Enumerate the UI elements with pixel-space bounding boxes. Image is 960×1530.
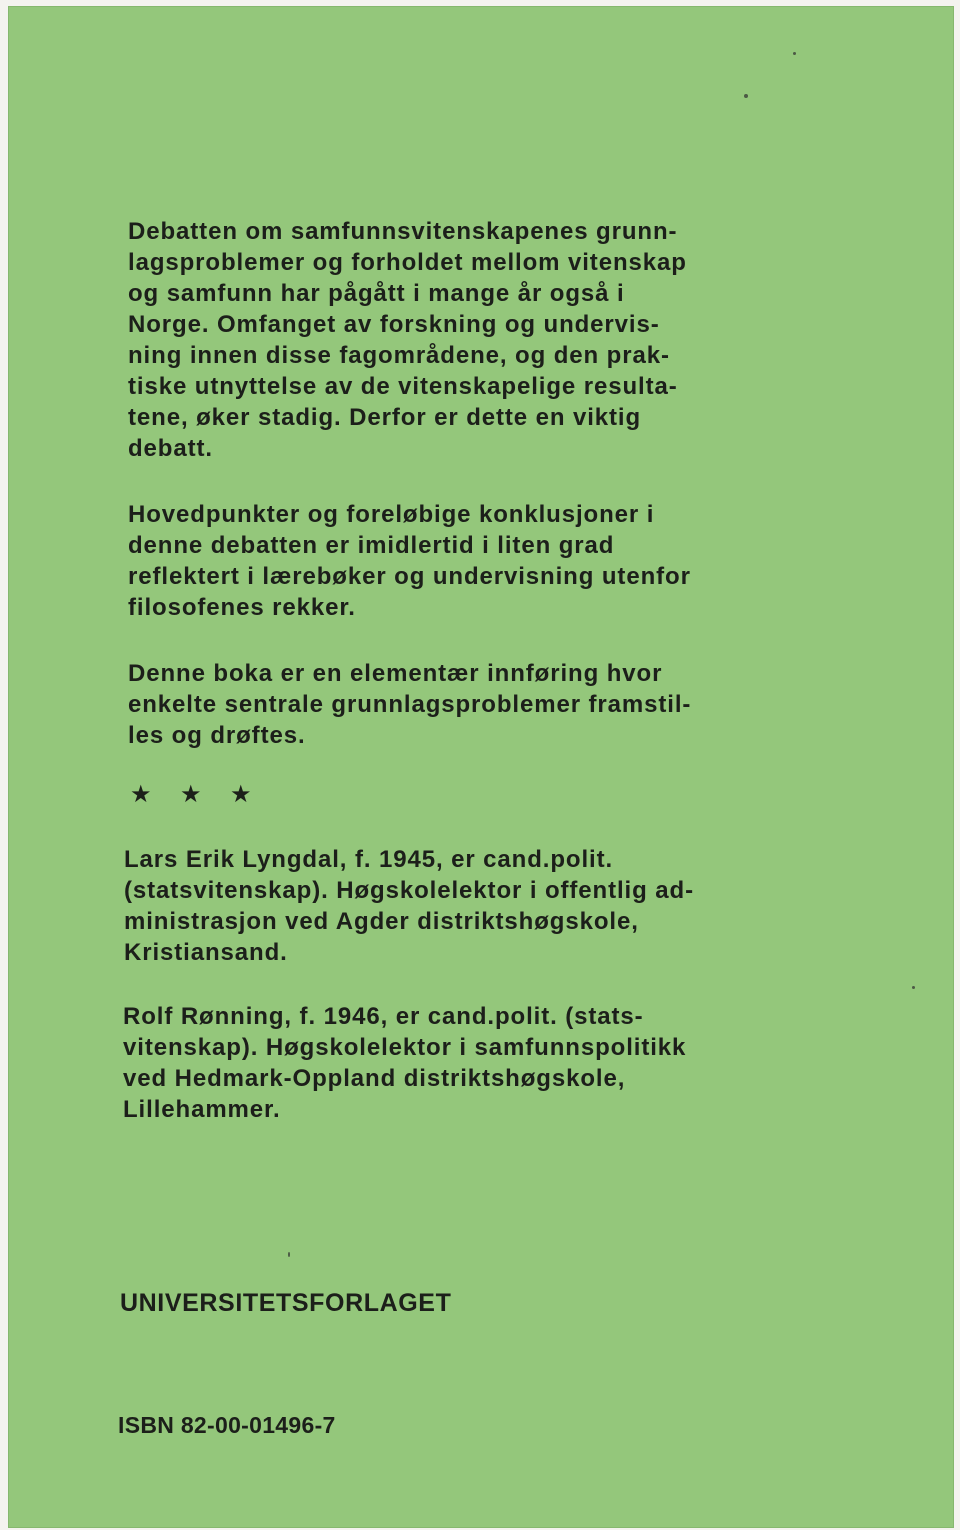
scan-speck: [793, 52, 796, 55]
publisher-name: UNIVERSITETSFORLAGET: [120, 1289, 452, 1317]
text-line: Rolf Rønning, f. 1946, er cand.polit. (stats-: [123, 1003, 644, 1030]
scan-speck: [288, 1252, 290, 1257]
text-line: Kristiansand.: [124, 939, 288, 966]
text-line: denne debatten er imidlertid i liten grad: [128, 532, 615, 559]
text-line: Norge. Omfanget av forskning og undervis-: [128, 311, 660, 338]
author-bio-ronning: [123, 1001, 763, 1125]
text-line: reflektert i lærebøker og undervisning utenfor: [128, 563, 691, 590]
star-icon: ★: [180, 780, 202, 808]
star-icon: ★: [130, 780, 152, 808]
text-line: les og drøftes.: [128, 722, 306, 749]
author-bio-lyngdal: [124, 844, 764, 968]
text-line: Denne boka er en elementær innføring hvor: [128, 660, 663, 687]
text-line: filosofenes rekker.: [128, 594, 356, 621]
text-line: Debatten om samfunnsvitenskapenes grunn-: [128, 218, 678, 245]
star-icon: ★: [230, 780, 252, 808]
text-line: og samfunn har pågått i mange år også i: [128, 280, 625, 307]
text-line: ning innen disse fagområdene, og den prak-: [128, 342, 670, 369]
book-back-cover: [8, 6, 954, 1528]
text-line: ministrasjon ved Agder distriktshøgskole,: [124, 908, 639, 935]
book-summary-paragraph: [128, 658, 768, 751]
text-line: Lillehammer.: [123, 1096, 281, 1123]
text-line: vitenskap). Høgskolelektor i samfunnspolitikk: [123, 1034, 687, 1061]
text-line: tiske utnyttelse av de vitenskapelige resulta-: [128, 373, 678, 400]
isbn-number: ISBN 82-00-01496-7: [118, 1412, 336, 1438]
text-line: enkelte sentrale grunnlagsproblemer framstil-: [128, 691, 692, 718]
text-line: debatt.: [128, 435, 213, 462]
text-line: Hovedpunkter og foreløbige konklusjoner i: [128, 501, 655, 528]
scan-speck: [744, 94, 748, 98]
debate-paragraph: [128, 499, 768, 623]
scan-speck: [912, 986, 915, 989]
star-divider: [130, 778, 280, 810]
text-line: (statsvitenskap). Høgskolelektor i offentlig ad-: [124, 877, 694, 904]
text-line: Lars Erik Lyngdal, f. 1945, er cand.polit.: [124, 846, 614, 873]
text-line: ved Hedmark-Oppland distriktshøgskole,: [123, 1065, 626, 1092]
text-line: tene, øker stadig. Derfor er dette en viktig: [128, 404, 642, 431]
intro-paragraph: [128, 216, 768, 464]
text-line: lagsproblemer og forholdet mellom vitenskap: [128, 249, 687, 276]
